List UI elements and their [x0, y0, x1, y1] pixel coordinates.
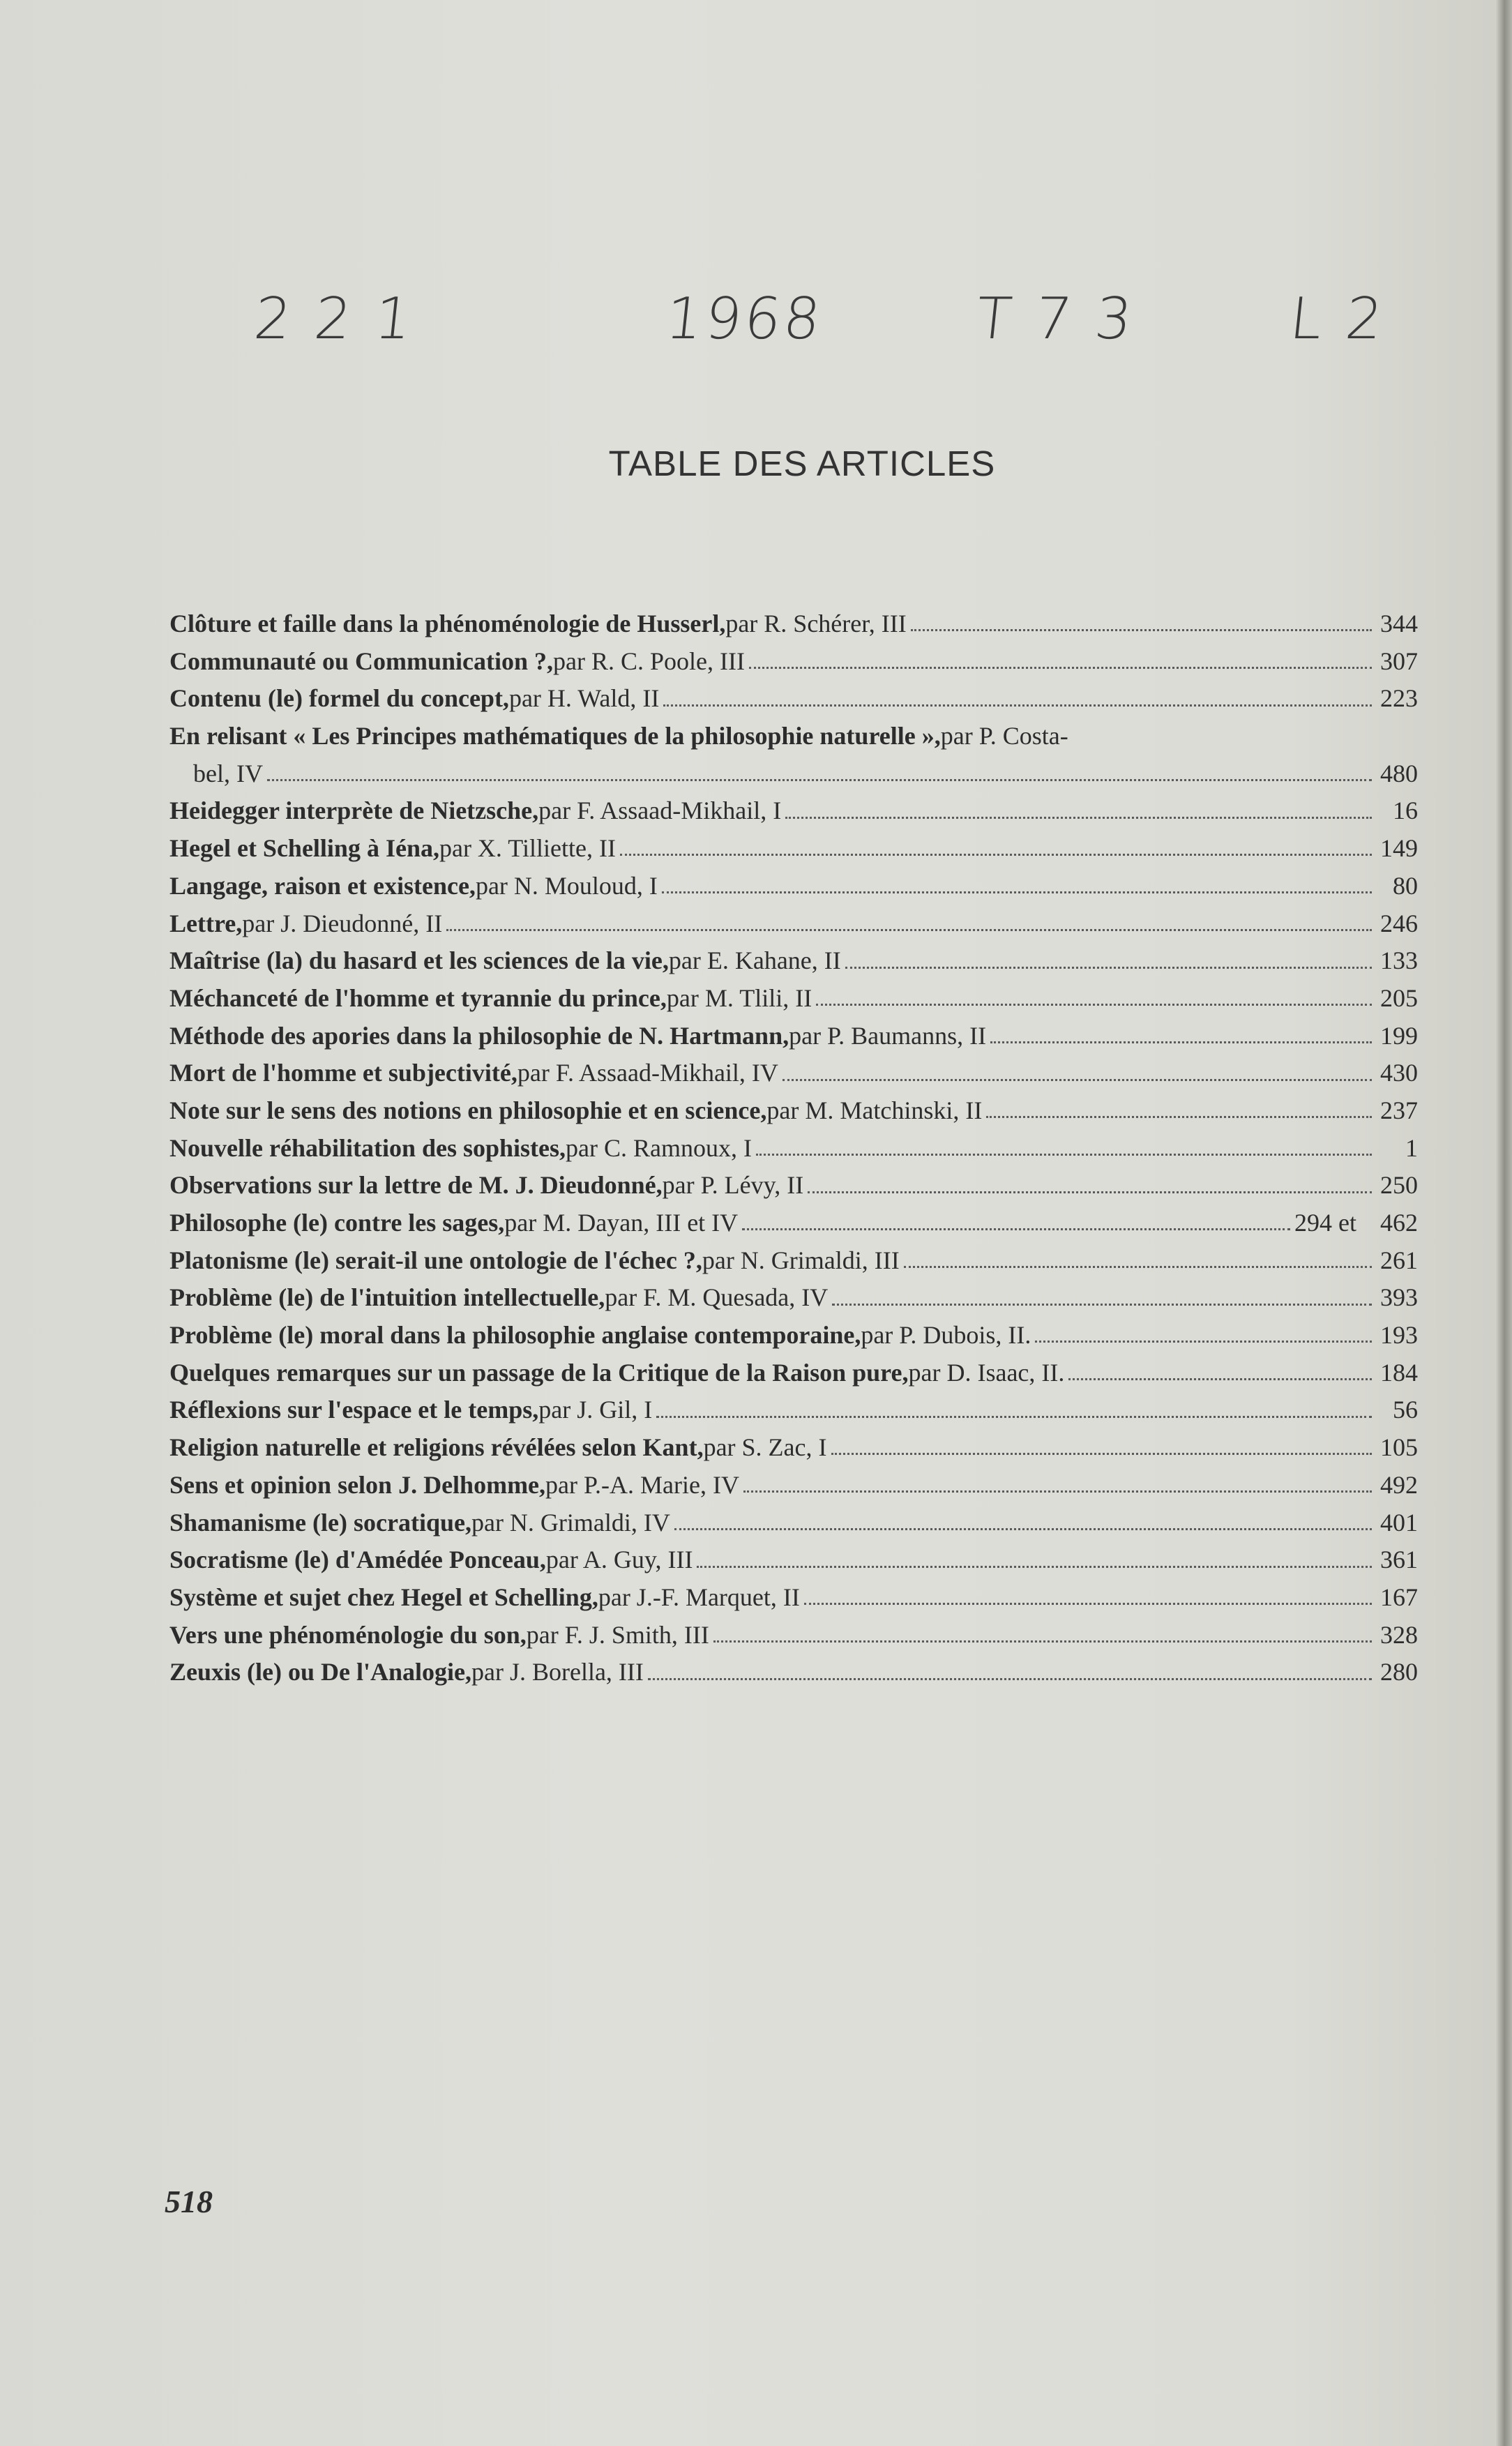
- article-title: Réflexions sur l'espace et le temps,: [169, 1396, 539, 1424]
- toc-entry: [169, 1018, 1418, 1055]
- article-author: par R. C. Poole, III: [553, 647, 746, 675]
- article-title: Socratisme (le) d'Amédée Ponceau,: [169, 1546, 546, 1574]
- article-title: Mort de l'homme et subjectivité,: [169, 1059, 517, 1087]
- article-title: Observations sur la lettre de M. J. Dieudonné,: [169, 1171, 663, 1200]
- article-title: En relisant « Les Principes mathématiques de la philosophie naturelle »,: [169, 722, 941, 750]
- toc-entry: [169, 605, 1418, 643]
- dot-leader: [620, 854, 1372, 856]
- toc-entry: [169, 1654, 1418, 1691]
- toc-entry: [169, 792, 1418, 830]
- dot-leader: [713, 1640, 1372, 1643]
- article-title: Problème (le) de l'intuition intellectuelle,: [169, 1283, 605, 1312]
- dot-leader: [663, 704, 1372, 707]
- dot-leader: [742, 1228, 1290, 1230]
- page-reference: 280: [1380, 1658, 1418, 1686]
- article-author: par E. Kahane, II: [668, 946, 841, 975]
- toc-entry: [169, 1467, 1418, 1504]
- table-of-contents: [169, 605, 1418, 1691]
- toc-entry: [169, 1130, 1418, 1168]
- dot-leader: [904, 1266, 1372, 1268]
- toc-entry: [169, 1391, 1418, 1429]
- dot-leader: [990, 1041, 1372, 1043]
- dot-leader: [986, 1116, 1372, 1118]
- article-title: Shamanisme (le) socratique,: [169, 1508, 471, 1537]
- article-author: par J.-F. Marquet, II: [598, 1583, 800, 1611]
- article-author: par J. Gil, I: [538, 1396, 653, 1424]
- article-title: Quelques remarques sur un passage de la Critique de la Raison pure,: [169, 1358, 909, 1387]
- toc-entry: [169, 1354, 1418, 1392]
- article-title: Nouvelle réhabilitation des sophistes,: [169, 1133, 566, 1162]
- page-reference: 56: [1393, 1396, 1418, 1424]
- toc-entry: [169, 1504, 1418, 1542]
- article-author: par X. Tilliette, II: [439, 834, 616, 863]
- article-author: par F. Assaad-Mikhail, I: [538, 797, 782, 825]
- dot-leader: [267, 779, 1372, 781]
- page-reference: 193: [1380, 1321, 1418, 1350]
- page-reference: 16: [1393, 797, 1418, 825]
- dot-leader: [446, 929, 1372, 931]
- page-reference: 261: [1380, 1246, 1418, 1274]
- article-author: par A. Guy, III: [545, 1546, 693, 1574]
- toc-entry: [169, 1205, 1418, 1242]
- toc-entry: [169, 1541, 1418, 1579]
- article-title: Communauté ou Communication ?,: [169, 647, 554, 675]
- article-author: par P.-A. Marie, IV: [545, 1470, 739, 1499]
- toc-entry: [169, 680, 1418, 718]
- article-title: Méchanceté de l'homme et tyrannie du prince,: [169, 983, 667, 1012]
- toc-entry: [169, 1429, 1418, 1467]
- page-reference: 430: [1380, 1059, 1418, 1087]
- page-reference-extra: 294 et: [1294, 1209, 1356, 1237]
- handwritten-note: 1968: [663, 286, 826, 352]
- article-title: Clôture et faille dans la phénoménologie de Husserl,: [169, 610, 726, 637]
- dot-leader: [832, 1304, 1372, 1306]
- article-author: par N. Grimaldi, IV: [471, 1508, 670, 1537]
- page-reference: 237: [1380, 1096, 1418, 1124]
- toc-entry: [169, 718, 1418, 755]
- page-reference: 246: [1380, 909, 1418, 937]
- article-author: par N. Grimaldi, III: [702, 1246, 900, 1274]
- dot-leader: [756, 1154, 1372, 1156]
- toc-entry: [169, 1579, 1418, 1617]
- dot-leader: [743, 1490, 1372, 1493]
- article-author: par M. Dayan, III et IV: [504, 1209, 739, 1237]
- toc-entry: [169, 942, 1418, 980]
- article-title: Hegel et Schelling à Iéna,: [169, 834, 439, 863]
- toc-entry: [169, 643, 1418, 681]
- page-number: 518: [165, 2184, 213, 2219]
- toc-entry: [169, 980, 1418, 1018]
- page-reference: 149: [1380, 834, 1418, 863]
- article-title: Note sur le sens des notions en philosophie et en science,: [169, 1096, 767, 1124]
- page-reference: 344: [1380, 610, 1418, 637]
- page-reference: 184: [1380, 1358, 1418, 1387]
- toc-entry: [169, 1279, 1418, 1317]
- toc-entry: [169, 1317, 1418, 1354]
- article-title: Heidegger interprète de Nietzsche,: [169, 797, 539, 825]
- article-title: Zeuxis (le) ou De l'Analogie,: [169, 1658, 471, 1686]
- article-author: par P. Baumanns, II: [789, 1021, 987, 1050]
- article-author: par F. Assaad-Mikhail, IV: [517, 1059, 778, 1087]
- article-title: Sens et opinion selon J. Delhomme,: [169, 1470, 546, 1499]
- page-title: TABLE DES ARTICLES: [608, 444, 996, 483]
- toc-entry: [169, 868, 1418, 905]
- article-author: bel, IV: [193, 759, 263, 787]
- dot-leader: [808, 1191, 1372, 1193]
- article-title: Lettre,: [169, 909, 243, 937]
- page-reference: 105: [1380, 1433, 1418, 1462]
- dot-leader: [656, 1416, 1372, 1418]
- article-author: par P. Dubois, II.: [861, 1321, 1031, 1350]
- page-reference: 205: [1380, 983, 1418, 1012]
- article-title: Problème (le) moral dans la philosophie anglaise contemporaine,: [169, 1321, 861, 1350]
- page-reference: 199: [1380, 1021, 1418, 1050]
- article-author: par J. Borella, III: [471, 1658, 644, 1686]
- article-author: par P. Costa-: [940, 722, 1068, 750]
- page-reference: 80: [1393, 871, 1418, 900]
- article-author: par S. Zac, I: [703, 1433, 827, 1462]
- article-title: Philosophe (le) contre les sages,: [169, 1209, 505, 1237]
- article-author: par C. Ramnoux, I: [566, 1133, 753, 1162]
- article-title: Langage, raison et existence,: [169, 871, 476, 900]
- dot-leader: [804, 1603, 1372, 1605]
- dot-leader: [648, 1678, 1372, 1680]
- page-reference: 361: [1380, 1546, 1418, 1574]
- dot-leader: [911, 629, 1372, 631]
- article-title: Maîtrise (la) du hasard et les sciences de la vie,: [169, 946, 669, 975]
- handwritten-note: 2 2 1: [251, 286, 418, 352]
- article-author: par N. Mouloud, I: [475, 871, 658, 900]
- page-reference: 133: [1380, 946, 1418, 975]
- article-author: par F. M. Quesada, IV: [605, 1283, 829, 1312]
- page-reference: 328: [1380, 1620, 1418, 1649]
- article-title: Religion naturelle et religions révélées selon Kant,: [169, 1433, 704, 1462]
- toc-entry: [169, 1617, 1418, 1654]
- article-title: Vers une phénoménologie du son,: [169, 1620, 527, 1649]
- article-author: par H. Wald, II: [508, 684, 660, 713]
- handwritten-note: L 2: [1287, 286, 1389, 352]
- page-reference: 462: [1380, 1209, 1418, 1237]
- handwritten-note: T 7 3: [973, 286, 1138, 352]
- dot-leader: [662, 891, 1372, 893]
- article-author: par R. Schérer, III: [725, 610, 907, 637]
- page-reference: 250: [1380, 1171, 1418, 1200]
- dot-leader: [697, 1566, 1372, 1568]
- dot-leader: [674, 1528, 1372, 1530]
- page-reference: 492: [1380, 1470, 1418, 1499]
- article-title: Platonisme (le) serait-il une ontologie de l'échec ?,: [169, 1246, 702, 1274]
- article-title: Méthode des apories dans la philosophie de N. Hartmann,: [169, 1021, 789, 1050]
- toc-entry: [169, 1055, 1418, 1092]
- page-reference: 393: [1380, 1283, 1418, 1312]
- article-title: Contenu (le) formel du concept,: [169, 684, 509, 713]
- dot-leader: [749, 667, 1372, 669]
- dot-leader: [1035, 1341, 1372, 1343]
- page-reference: 480: [1380, 759, 1418, 787]
- article-author: par M. Matchinski, II: [766, 1096, 983, 1124]
- toc-entry: [169, 830, 1418, 868]
- toc-entry: [169, 905, 1418, 943]
- toc-entry: [169, 755, 1418, 793]
- page-reference: 167: [1380, 1583, 1418, 1611]
- dot-leader: [783, 1079, 1372, 1081]
- article-author: par D. Isaac, II.: [908, 1358, 1065, 1387]
- toc-entry: [169, 1092, 1418, 1130]
- handwritten-call-number: [0, 272, 1512, 370]
- article-author: par P. Lévy, II: [662, 1171, 804, 1200]
- article-author: par M. Tlili, II: [666, 983, 812, 1012]
- page-reference: 401: [1380, 1508, 1418, 1537]
- article-author: par J. Dieudonné, II: [242, 909, 443, 937]
- toc-entry: [169, 1242, 1418, 1280]
- toc-entry: [169, 1167, 1418, 1205]
- page-reference: 1: [1405, 1133, 1418, 1162]
- dot-leader: [816, 1004, 1372, 1006]
- article-author: par F. J. Smith, III: [526, 1620, 709, 1649]
- dot-leader: [1068, 1378, 1372, 1380]
- page-reference: 307: [1380, 647, 1418, 675]
- page-reference: 223: [1380, 684, 1418, 713]
- article-title: Système et sujet chez Hegel et Schelling,: [169, 1583, 598, 1611]
- dot-leader: [845, 967, 1372, 969]
- dot-leader: [831, 1453, 1373, 1455]
- dot-leader: [785, 817, 1372, 819]
